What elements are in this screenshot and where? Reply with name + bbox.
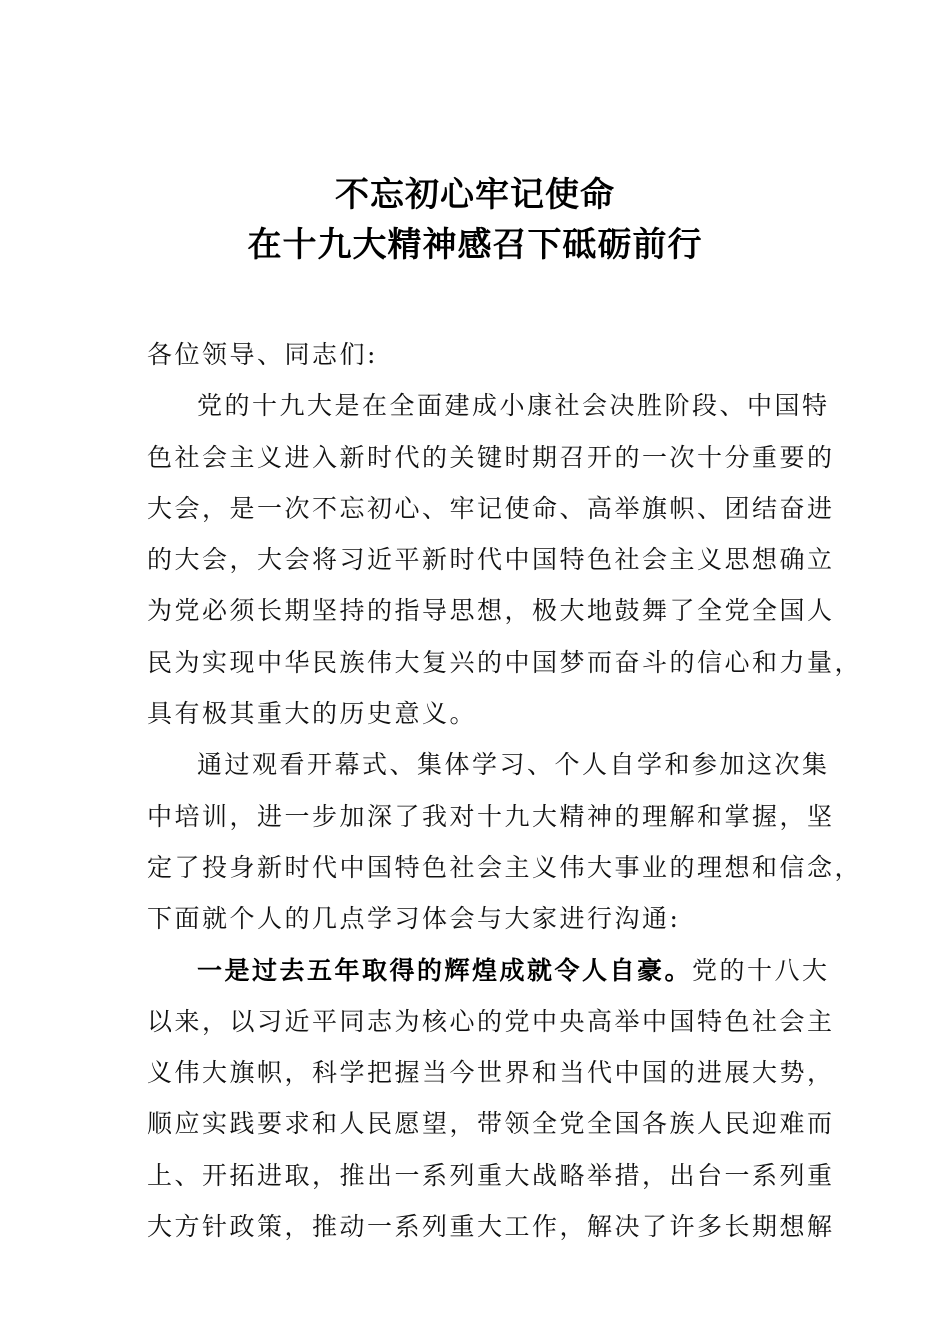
- title-line-1: 不忘初心牢记使命: [335, 175, 615, 215]
- paragraph-heading: 一是过去五年取得的辉煌成就令人自豪。: [197, 955, 693, 985]
- document-body: [147, 329, 863, 1252]
- paragraph-line: 大方针政策，推动一系列重大工作，解决了许多长期想解: [147, 1212, 835, 1242]
- paragraph-line: 党的十九大是在全面建成小康社会决胜阶段、中国特: [197, 391, 830, 421]
- paragraph-line: 中培训，进一步加深了我对十九大精神的理解和掌握，坚: [147, 801, 835, 831]
- paragraph-line: 为党必须长期坚持的指导思想，极大地鼓舞了全党全国人: [147, 596, 835, 626]
- document-title: [0, 170, 950, 270]
- paragraph-1: [147, 380, 863, 739]
- paragraph-first-line: [147, 945, 830, 996]
- title-line-2: 在十九大精神感召下砥砺前行: [247, 225, 703, 265]
- paragraph-line-tail: 党的十八大: [692, 955, 830, 985]
- paragraph-line: 下面就个人的几点学习体会与大家进行沟通:: [147, 904, 681, 934]
- paragraph-3: [147, 945, 835, 1253]
- paragraph-line: 通过观看开幕式、集体学习、个人自学和参加这次集: [197, 750, 830, 780]
- paragraph-line: 顺应实践要求和人民愿望，带领全党全国各族人民迎难而: [147, 1109, 835, 1139]
- paragraph-2: [147, 739, 863, 944]
- paragraph-line: 以来，以习近平同志为核心的党中央高举中国特色社会主: [147, 1006, 835, 1036]
- paragraph-line: 义伟大旗帜，科学把握当今世界和当代中国的进展大势，: [147, 1058, 835, 1088]
- paragraph-line: 民为实现中华民族伟大复兴的中国梦而奋斗的信心和力量，: [147, 647, 863, 677]
- paragraph-line: 的大会，大会将习近平新时代中国特色社会主义思想确立: [147, 545, 835, 575]
- salutation: 各位领导、同志们:: [147, 340, 378, 369]
- paragraph-line: 具有极其重大的历史意义。: [147, 699, 478, 729]
- paragraph-line: 色社会主义进入新时代的关键时期召开的一次十分重要的: [147, 442, 835, 472]
- paragraph-line: 定了投身新时代中国特色社会主义伟大事业的理想和信念，: [147, 852, 863, 882]
- paragraph-line: 上、开拓进取，推出一系列重大战略举措，出台一系列重: [147, 1160, 835, 1190]
- paragraph-line: 大会，是一次不忘初心、牢记使命、高举旗帜、团结奋进: [147, 493, 835, 523]
